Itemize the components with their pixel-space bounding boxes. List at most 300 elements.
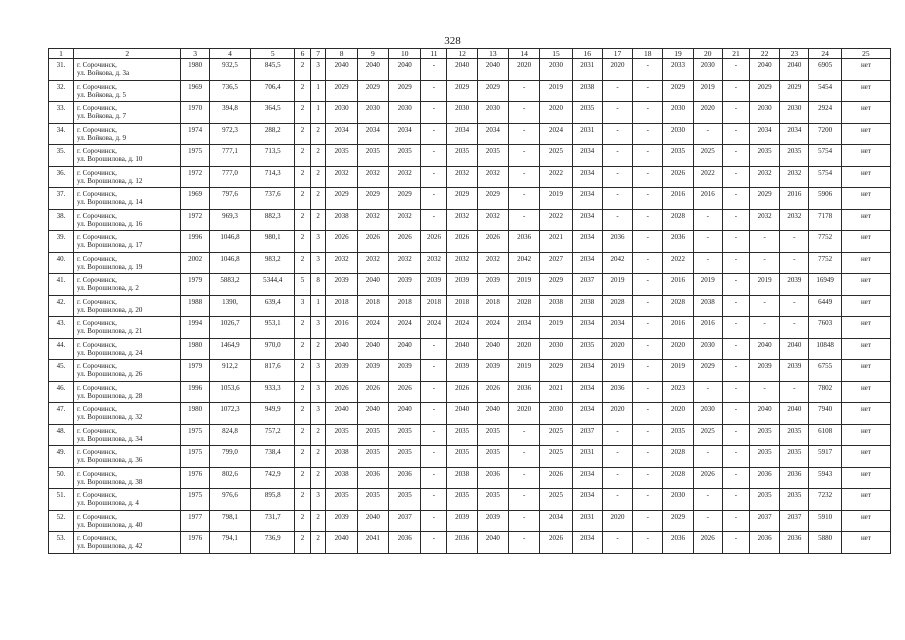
column-number: 10 bbox=[389, 49, 421, 59]
table-cell-col-11: 2032 bbox=[421, 252, 447, 274]
table-row bbox=[49, 274, 891, 296]
column-number: 19 bbox=[663, 49, 693, 59]
table-cell-col-9: 2032 bbox=[357, 209, 388, 231]
table-cell-col-6: 2 bbox=[295, 102, 311, 124]
table-cell-col-14: 2020 bbox=[509, 59, 540, 81]
table-cell-col-14: - bbox=[509, 123, 540, 145]
table-cell-col-8: 2040 bbox=[326, 338, 357, 360]
column-number: 22 bbox=[750, 49, 780, 59]
table-cell-col-12: 2036 bbox=[447, 532, 477, 554]
column-number-row bbox=[49, 49, 891, 59]
address-city: г. Сорочинск, bbox=[77, 512, 117, 521]
table-cell-col-15: 2029 bbox=[540, 274, 572, 296]
table-cell-col-18: - bbox=[633, 381, 663, 403]
column-number: 7 bbox=[310, 49, 326, 59]
table-cell-col-16: 2034 bbox=[572, 209, 602, 231]
address-street: ул. Ворошилова, д. 28 bbox=[77, 391, 143, 400]
table-cell-col-10: 2036 bbox=[389, 467, 421, 489]
table-cell-col-15: 2029 bbox=[540, 360, 572, 382]
table-cell-col-17: 2020 bbox=[602, 59, 632, 81]
row-number: 37. bbox=[49, 188, 74, 210]
table-cell-col-19: 2016 bbox=[663, 188, 693, 210]
table-cell-col-15: 2019 bbox=[540, 188, 572, 210]
table-cell-col-21: - bbox=[722, 123, 749, 145]
row-number: 45. bbox=[49, 360, 74, 382]
address-cell bbox=[74, 381, 181, 403]
table-cell-col-17: - bbox=[602, 102, 632, 124]
table-cell-col-23: 2040 bbox=[780, 338, 809, 360]
table-cell-col-19: 2036 bbox=[663, 532, 693, 554]
table-cell-col-5: 5344,4 bbox=[251, 274, 295, 296]
table-cell-col-10: 2032 bbox=[389, 166, 421, 188]
table-cell-col-13: 2040 bbox=[477, 403, 508, 425]
table-cell-col-24: 6108 bbox=[809, 424, 841, 446]
table-row bbox=[49, 446, 891, 468]
table-cell-col-13: 2032 bbox=[477, 209, 508, 231]
table-cell-col-23: 2035 bbox=[780, 489, 809, 511]
table-cell-col-20: 2019 bbox=[693, 80, 722, 102]
address-cell bbox=[74, 360, 181, 382]
table-cell-col-21: - bbox=[722, 102, 749, 124]
table-cell-col-4: 802,6 bbox=[209, 467, 251, 489]
table-cell-col-19: 2030 bbox=[663, 102, 693, 124]
address-city: г. Сорочинск, bbox=[77, 405, 117, 413]
address-cell bbox=[74, 532, 181, 554]
table-cell-col-24: 5454 bbox=[809, 80, 841, 102]
table-row bbox=[49, 510, 891, 532]
address-street: ул. Ворошилова, д. 14 bbox=[77, 198, 143, 206]
table-cell-col-14: 2020 bbox=[509, 338, 540, 360]
table-cell-col-23: 2039 bbox=[780, 274, 809, 296]
table-cell-col-10: 2024 bbox=[389, 317, 421, 339]
table-cell-col-25: нет bbox=[841, 209, 890, 231]
table-cell-col-12: 2024 bbox=[447, 317, 477, 339]
table-cell-col-20: 2030 bbox=[693, 59, 722, 81]
table-cell-col-6: 2 bbox=[295, 252, 311, 274]
table-cell-col-10: 2036 bbox=[389, 532, 421, 554]
address-cell bbox=[74, 403, 181, 425]
table-cell-col-10: 2030 bbox=[389, 102, 421, 124]
table-cell-col-12: 2034 bbox=[447, 123, 477, 145]
table-cell-col-11: - bbox=[421, 102, 447, 124]
table-cell-col-9: 2026 bbox=[357, 381, 388, 403]
table-cell-col-15: 2025 bbox=[540, 489, 572, 511]
table-cell-col-23: 2040 bbox=[780, 59, 809, 81]
table-cell-col-4: 1053,6 bbox=[209, 381, 251, 403]
table-cell-col-17: - bbox=[602, 489, 632, 511]
address-street: ул. Войкова, д. 7 bbox=[77, 112, 127, 120]
table-row bbox=[49, 209, 891, 231]
table-cell-col-14: - bbox=[509, 188, 540, 210]
table-cell-col-13: 2030 bbox=[477, 102, 508, 124]
table-cell-col-9: 2035 bbox=[357, 446, 388, 468]
row-number: 49. bbox=[49, 446, 74, 468]
table-row bbox=[49, 295, 891, 317]
table-cell-col-25: нет bbox=[841, 317, 890, 339]
table-cell-col-3: 1975 bbox=[181, 446, 209, 468]
address-city: г. Сорочинск, bbox=[77, 340, 117, 349]
table-cell-col-9: 2040 bbox=[357, 403, 388, 425]
table-cell-col-8: 2038 bbox=[326, 446, 357, 468]
table-cell-col-16: 2034 bbox=[572, 166, 602, 188]
table-cell-col-23: 2036 bbox=[780, 532, 809, 554]
table-cell-col-24: 7752 bbox=[809, 231, 841, 253]
table-cell-col-9: 2024 bbox=[357, 317, 388, 339]
table-cell-col-5: 895,8 bbox=[251, 489, 295, 511]
table-cell-col-4: 777,1 bbox=[209, 145, 251, 167]
table-cell-col-21: - bbox=[722, 317, 749, 339]
table-cell-col-21: - bbox=[722, 338, 749, 360]
table-cell-col-8: 2030 bbox=[326, 102, 357, 124]
table-cell-col-16: 2034 bbox=[572, 467, 602, 489]
table-cell-col-7: 2 bbox=[310, 145, 326, 167]
table-cell-col-21: - bbox=[722, 360, 749, 382]
address-city: г. Сорочинск, bbox=[77, 147, 117, 155]
table-cell-col-20: 2030 bbox=[693, 403, 722, 425]
table-cell-col-20: - bbox=[693, 446, 722, 468]
table-cell-col-11: 2024 bbox=[421, 317, 447, 339]
table-cell-col-5: 288,2 bbox=[251, 123, 295, 145]
table-cell-col-8: 2034 bbox=[326, 123, 357, 145]
table-cell-col-10: 2018 bbox=[389, 295, 421, 317]
table-cell-col-23: 2030 bbox=[780, 102, 809, 124]
table-cell-col-15: 2025 bbox=[540, 446, 572, 468]
table-cell-col-16: 2034 bbox=[572, 317, 602, 339]
table-cell-col-4: 1046,8 bbox=[209, 231, 251, 253]
table-cell-col-23: 2034 bbox=[780, 123, 809, 145]
table-cell-col-21: - bbox=[722, 510, 749, 532]
column-number: 3 bbox=[181, 49, 209, 59]
table-cell-col-9: 2032 bbox=[357, 252, 388, 274]
table-cell-col-16: 2031 bbox=[572, 123, 602, 145]
table-cell-col-5: 737,6 bbox=[251, 188, 295, 210]
table-cell-col-13: 2032 bbox=[477, 166, 508, 188]
table-cell-col-3: 1988 bbox=[181, 295, 209, 317]
address-street: ул. Ворошилова, д. 20 bbox=[77, 305, 143, 314]
table-cell-col-13: 2035 bbox=[477, 489, 508, 511]
row-number: 48. bbox=[49, 424, 74, 446]
table-cell-col-22: - bbox=[750, 252, 780, 274]
address-cell bbox=[74, 489, 181, 511]
address-cell bbox=[74, 252, 181, 274]
table-cell-col-13: 2024 bbox=[477, 317, 508, 339]
row-number: 41. bbox=[49, 274, 74, 296]
table-cell-col-16: 2035 bbox=[572, 102, 602, 124]
table-cell-col-3: 1976 bbox=[181, 467, 209, 489]
table-cell-col-24: 7232 bbox=[809, 489, 841, 511]
table-cell-col-7: 2 bbox=[310, 467, 326, 489]
column-number: 12 bbox=[447, 49, 477, 59]
row-number: 50. bbox=[49, 467, 74, 489]
table-cell-col-15: 2027 bbox=[540, 252, 572, 274]
table-cell-col-22: - bbox=[750, 317, 780, 339]
table-cell-col-11: - bbox=[421, 446, 447, 468]
table-cell-col-22: 2029 bbox=[750, 80, 780, 102]
address-city: г. Сорочинск, bbox=[77, 254, 117, 263]
column-number: 5 bbox=[251, 49, 295, 59]
table-cell-col-4: 932,5 bbox=[209, 59, 251, 81]
table-cell-col-21: - bbox=[722, 59, 749, 81]
table-cell-col-23: 2029 bbox=[780, 80, 809, 102]
table-cell-col-5: 980,1 bbox=[251, 231, 295, 253]
table-cell-col-18: - bbox=[633, 166, 663, 188]
table-cell-col-11: - bbox=[421, 338, 447, 360]
table-cell-col-21: - bbox=[722, 188, 749, 210]
table-cell-col-10: 2026 bbox=[389, 231, 421, 253]
table-cell-col-6: 2 bbox=[295, 510, 311, 532]
table-cell-col-10: 2035 bbox=[389, 424, 421, 446]
table-cell-col-6: 3 bbox=[295, 295, 311, 317]
table-cell-col-8: 2029 bbox=[326, 188, 357, 210]
address-city: г. Сорочинск, bbox=[77, 426, 117, 435]
address-city: г. Сорочинск, bbox=[77, 534, 117, 542]
table-cell-col-4: 1390, bbox=[209, 295, 251, 317]
table-cell-col-19: 2030 bbox=[663, 123, 693, 145]
column-number: 13 bbox=[477, 49, 508, 59]
table-cell-col-18: - bbox=[633, 209, 663, 231]
table-cell-col-25: нет bbox=[841, 424, 890, 446]
table-cell-col-20: 2016 bbox=[693, 188, 722, 210]
table-cell-col-7: 1 bbox=[310, 80, 326, 102]
table-cell-col-17: - bbox=[602, 446, 632, 468]
table-cell-col-10: 2029 bbox=[389, 188, 421, 210]
table-cell-col-5: 713,5 bbox=[251, 145, 295, 167]
table-cell-col-24: 5917 bbox=[809, 446, 841, 468]
table-cell-col-4: 736,5 bbox=[209, 80, 251, 102]
table-cell-col-16: 2034 bbox=[572, 145, 602, 167]
table-cell-col-17: 2019 bbox=[602, 360, 632, 382]
table-cell-col-3: 1980 bbox=[181, 403, 209, 425]
table-cell-col-11: - bbox=[421, 59, 447, 81]
table-cell-col-25: нет bbox=[841, 489, 890, 511]
table-cell-col-13: 2039 bbox=[477, 510, 508, 532]
table-cell-col-18: - bbox=[633, 467, 663, 489]
table-cell-col-12: 2018 bbox=[447, 295, 477, 317]
table-cell-col-15: 2025 bbox=[540, 145, 572, 167]
table-cell-col-21: - bbox=[722, 145, 749, 167]
table-cell-col-16: 2031 bbox=[572, 59, 602, 81]
table-cell-col-8: 2035 bbox=[326, 489, 357, 511]
table-cell-col-13: 2036 bbox=[477, 467, 508, 489]
table-cell-col-4: 798,1 bbox=[209, 510, 251, 532]
table-cell-col-17: - bbox=[602, 123, 632, 145]
table-cell-col-17: - bbox=[602, 467, 632, 489]
address-street: ул. Ворошилова, д. 34 bbox=[77, 434, 143, 443]
table-cell-col-8: 2018 bbox=[326, 295, 357, 317]
table-cell-col-17: - bbox=[602, 424, 632, 446]
table-cell-col-6: 2 bbox=[295, 80, 311, 102]
row-number: 35. bbox=[49, 145, 74, 167]
table-cell-col-13: 2029 bbox=[477, 188, 508, 210]
table-cell-col-25: нет bbox=[841, 166, 890, 188]
table-cell-col-16: 2034 bbox=[572, 252, 602, 274]
table-cell-col-13: 2040 bbox=[477, 59, 508, 81]
table-cell-col-5: 714,3 bbox=[251, 166, 295, 188]
table-cell-col-20: 2026 bbox=[693, 467, 722, 489]
table-cell-col-11: - bbox=[421, 166, 447, 188]
table-cell-col-23: 2032 bbox=[780, 166, 809, 188]
table-cell-col-13: 2029 bbox=[477, 80, 508, 102]
column-number: 9 bbox=[357, 49, 388, 59]
table-cell-col-13: 2034 bbox=[477, 123, 508, 145]
table-cell-col-17: 2028 bbox=[602, 295, 632, 317]
row-number: 31. bbox=[49, 59, 74, 81]
row-number: 47. bbox=[49, 403, 74, 425]
table-cell-col-8: 2040 bbox=[326, 532, 357, 554]
table-cell-col-21: - bbox=[722, 166, 749, 188]
table-cell-col-8: 2016 bbox=[326, 317, 357, 339]
table-cell-col-22: - bbox=[750, 381, 780, 403]
table-cell-col-20: 2019 bbox=[693, 274, 722, 296]
table-cell-col-18: - bbox=[633, 403, 663, 425]
table-cell-col-9: 2035 bbox=[357, 424, 388, 446]
table-cell-col-24: 5754 bbox=[809, 166, 841, 188]
table-cell-col-5: 882,3 bbox=[251, 209, 295, 231]
table-cell-col-19: 2035 bbox=[663, 424, 693, 446]
table-cell-col-8: 2040 bbox=[326, 403, 357, 425]
table-cell-col-5: 742,9 bbox=[251, 467, 295, 489]
table-cell-col-14: - bbox=[509, 510, 540, 532]
address-street: ул. Войкова, д. 5 bbox=[77, 90, 127, 99]
table-cell-col-10: 2032 bbox=[389, 209, 421, 231]
table-cell-col-25: нет bbox=[841, 252, 890, 274]
column-number: 18 bbox=[633, 49, 663, 59]
table-cell-col-19: 2028 bbox=[663, 209, 693, 231]
table-cell-col-15: 2026 bbox=[540, 532, 572, 554]
column-number: 25 bbox=[841, 49, 890, 59]
table-cell-col-11: 2026 bbox=[421, 231, 447, 253]
table-cell-col-6: 2 bbox=[295, 532, 311, 554]
table-cell-col-16: 2037 bbox=[572, 424, 602, 446]
table-cell-col-15: 2030 bbox=[540, 338, 572, 360]
table-cell-col-4: 777,0 bbox=[209, 166, 251, 188]
table-cell-col-12: 2032 bbox=[447, 252, 477, 274]
table-cell-col-15: 2034 bbox=[540, 510, 572, 532]
table-cell-col-25: нет bbox=[841, 360, 890, 382]
table-cell-col-6: 2 bbox=[295, 188, 311, 210]
table-cell-col-7: 3 bbox=[310, 403, 326, 425]
table-cell-col-4: 972,3 bbox=[209, 123, 251, 145]
table-cell-col-24: 5754 bbox=[809, 145, 841, 167]
address-city: г. Сорочинск, bbox=[77, 61, 117, 69]
table-cell-col-12: 2026 bbox=[447, 381, 477, 403]
table-cell-col-22: 2036 bbox=[750, 532, 780, 554]
table-cell-col-3: 1969 bbox=[181, 188, 209, 210]
column-number: 20 bbox=[693, 49, 722, 59]
table-cell-col-21: - bbox=[722, 489, 749, 511]
table-cell-col-15: 2030 bbox=[540, 59, 572, 81]
table-cell-col-21: - bbox=[722, 381, 749, 403]
table-cell-col-12: 2039 bbox=[447, 510, 477, 532]
address-street: ул. Ворошилова, д. 19 bbox=[77, 262, 143, 271]
address-city: г. Сорочинск, bbox=[77, 211, 117, 220]
table-cell-col-25: нет bbox=[841, 510, 890, 532]
address-cell bbox=[74, 510, 181, 532]
table-cell-col-15: 2025 bbox=[540, 424, 572, 446]
address-city: г. Сорочинск, bbox=[77, 362, 117, 370]
table-cell-col-8: 2039 bbox=[326, 274, 357, 296]
table-cell-col-7: 2 bbox=[310, 446, 326, 468]
table-cell-col-14: 2036 bbox=[509, 231, 540, 253]
table-cell-col-3: 1996 bbox=[181, 381, 209, 403]
table-cell-col-8: 2038 bbox=[326, 467, 357, 489]
table-cell-col-21: - bbox=[722, 231, 749, 253]
table-cell-col-21: - bbox=[722, 446, 749, 468]
table-cell-col-7: 1 bbox=[310, 295, 326, 317]
table-cell-col-18: - bbox=[633, 252, 663, 274]
address-street: ул. Ворошилова, д. 32 bbox=[77, 413, 143, 421]
table-cell-col-13: 2035 bbox=[477, 145, 508, 167]
table-cell-col-20: - bbox=[693, 510, 722, 532]
table-cell-col-20: - bbox=[693, 123, 722, 145]
table-cell-col-25: нет bbox=[841, 80, 890, 102]
table-cell-col-15: 2021 bbox=[540, 231, 572, 253]
table-cell-col-8: 2035 bbox=[326, 424, 357, 446]
table-cell-col-8: 2032 bbox=[326, 166, 357, 188]
table-cell-col-14: 2042 bbox=[509, 252, 540, 274]
table-cell-col-8: 2026 bbox=[326, 231, 357, 253]
table-cell-col-11: - bbox=[421, 381, 447, 403]
table-cell-col-3: 1979 bbox=[181, 360, 209, 382]
table-cell-col-23: - bbox=[780, 381, 809, 403]
table-cell-col-7: 3 bbox=[310, 381, 326, 403]
table-cell-col-4: 976,6 bbox=[209, 489, 251, 511]
table-cell-col-3: 1979 bbox=[181, 274, 209, 296]
table-cell-col-19: 2020 bbox=[663, 338, 693, 360]
table-cell-col-12: 2026 bbox=[447, 231, 477, 253]
table-cell-col-25: нет bbox=[841, 123, 890, 145]
table-cell-col-12: 2039 bbox=[447, 360, 477, 382]
table-cell-col-7: 2 bbox=[310, 188, 326, 210]
table-cell-col-19: 2016 bbox=[663, 317, 693, 339]
table-cell-col-13: 2032 bbox=[477, 252, 508, 274]
table-cell-col-25: нет bbox=[841, 446, 890, 468]
address-street: ул. Ворошилова, д. 12 bbox=[77, 176, 143, 185]
table-cell-col-11: - bbox=[421, 145, 447, 167]
table-cell-col-20: - bbox=[693, 252, 722, 274]
table-cell-col-17: - bbox=[602, 532, 632, 554]
table-row bbox=[49, 489, 891, 511]
table-cell-col-11: - bbox=[421, 403, 447, 425]
table-cell-col-24: 7802 bbox=[809, 381, 841, 403]
table-cell-col-25: нет bbox=[841, 145, 890, 167]
table-cell-col-21: - bbox=[722, 424, 749, 446]
address-street: ул. Ворошилова, д. 21 bbox=[77, 327, 143, 335]
table-cell-col-14: 2019 bbox=[509, 360, 540, 382]
table-cell-col-5: 738,4 bbox=[251, 446, 295, 468]
table-cell-col-14: - bbox=[509, 446, 540, 468]
table-cell-col-12: 2040 bbox=[447, 338, 477, 360]
table-cell-col-23: 2032 bbox=[780, 209, 809, 231]
table-cell-col-17: - bbox=[602, 80, 632, 102]
table-cell-col-3: 1975 bbox=[181, 145, 209, 167]
table-cell-col-14: - bbox=[509, 166, 540, 188]
address-street: ул. Ворошилова, д. 24 bbox=[77, 348, 143, 357]
table-cell-col-11: - bbox=[421, 424, 447, 446]
table-cell-col-19: 2016 bbox=[663, 274, 693, 296]
table-cell-col-21: - bbox=[722, 274, 749, 296]
table-cell-col-13: 2035 bbox=[477, 446, 508, 468]
table-cell-col-6: 5 bbox=[295, 274, 311, 296]
table-cell-col-22: 2039 bbox=[750, 360, 780, 382]
table-cell-col-14: - bbox=[509, 489, 540, 511]
table-row bbox=[49, 102, 891, 124]
address-city: г. Сорочинск, bbox=[77, 297, 117, 306]
table-cell-col-25: нет bbox=[841, 403, 890, 425]
table-cell-col-22: 2032 bbox=[750, 209, 780, 231]
table-row bbox=[49, 145, 891, 167]
table-cell-col-20: 2016 bbox=[693, 317, 722, 339]
